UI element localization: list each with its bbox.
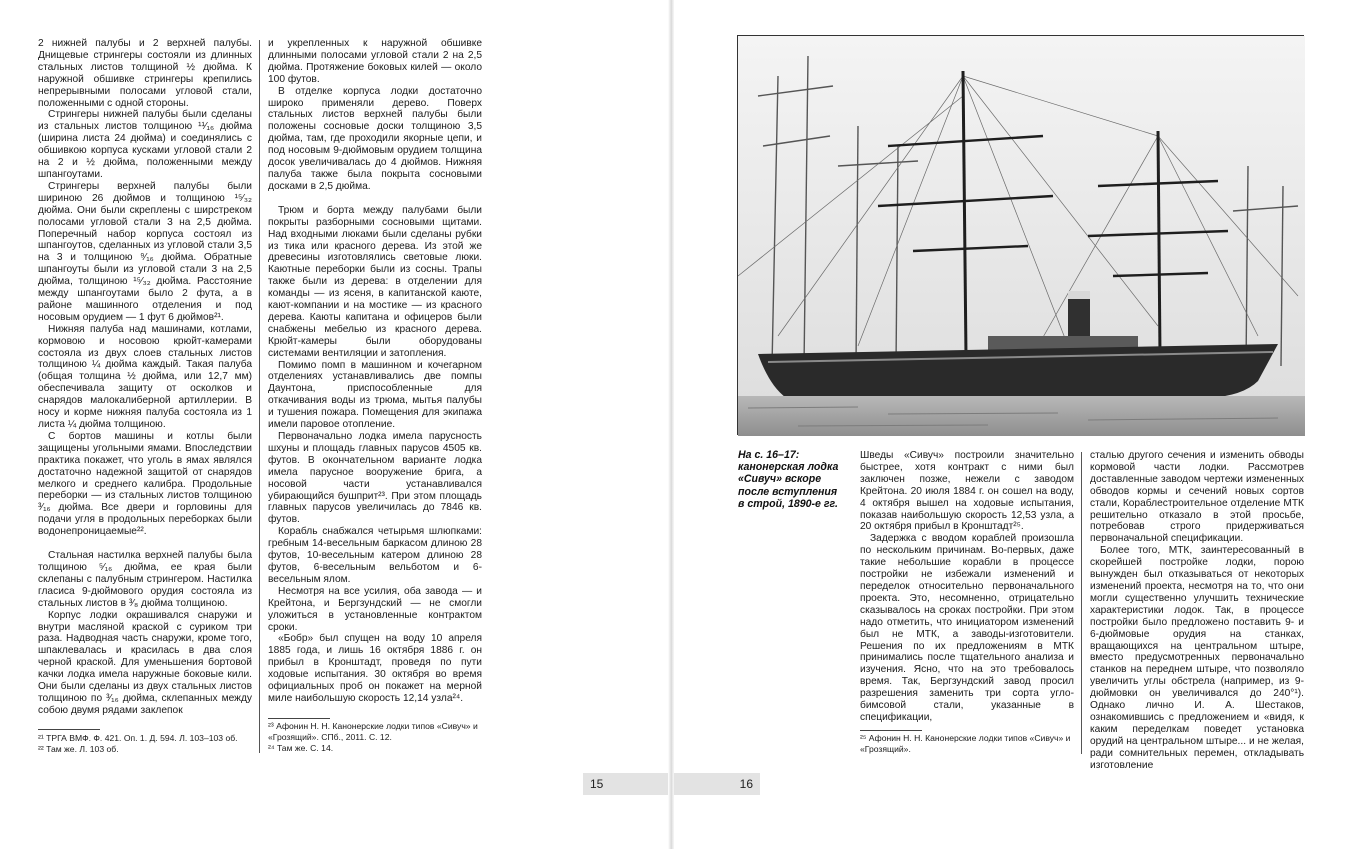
photo-caption: На с. 16–17: канонерская лодка «Сивуч» вскоре после вступления в строй, 1890-е гг. bbox=[738, 449, 839, 510]
funnel-band bbox=[1068, 291, 1090, 299]
paragraph: Первоначально лодка имела парусность шхуны и площадь главных парусов 4505 кв. футов. В окончательном варианте лодка имела парусное вооружение брига, а носовой части устанавливался убирающийся бушприт²³. При этом площадь главных парусов увеличилась до 7846 кв. футов. bbox=[268, 431, 482, 526]
footnote: ²⁴ Там же. С. 14. bbox=[268, 743, 334, 754]
right-column-divider bbox=[1081, 452, 1082, 754]
paragraph: В отделке корпуса лодки достаточно широко применяли дерево. Поверх стальных листов верхней палубы были положены сосновые доски толщиною 3,5 дюйма, там, где проходили якорные цепи, и под носовым 9-дюймовым орудием толщина досок увеличивалась до 4 дюймов. Нижняя палуба также была покрыта сосновыми досками в 2,5 дюйма. bbox=[268, 85, 482, 192]
ship-illustration bbox=[738, 36, 1305, 436]
paragraph: Нижняя палуба над машинами, котлами, кормовою и носовою крюйт-камерами состояла из двух слоев стальных листов толщиною ¼ дюйма каждый. Такая палуба (общая толщина ½ дюйма, или 12,7 мм) обеспечивала защиту от осколков и снарядов малокалиберной артиллерии. В носу и корме нижняя палуба состояла из 1 листа ¼ дюйма толщиною. bbox=[38, 323, 252, 430]
footnote: ²³ Афонин Н. Н. Канонерские лодки типов «Сивуч» и «Грозящий». СПб., 2011. С. 12. bbox=[268, 721, 478, 743]
paragraph: Несмотря на все усилия, оба завода — и Крейтона, и Бергзундский — не смогли уложиться в установленные контрактом сроки. bbox=[268, 585, 482, 633]
left-page-column-1 bbox=[38, 38, 252, 716]
ship-photograph bbox=[737, 35, 1304, 435]
paragraph: сталью другого сечения и изменить обводы кормовой части лодки. Рассмотрев доставленные заводом чертежи измененных обводов кормы и сечений новых сортов стали, Кораблестроительное отделение МТК решительно отказало в этой просьбе, потребовав строго придерживаться первоначальной спецификации. bbox=[1090, 450, 1304, 545]
paragraph: 2 нижней палубы и 2 верхней палубы. Днищевые стрингеры состояли из длинных стальных листов толщиной ½ дюйма. К наружной обшивке стрингеры крепились непрерывными полосами угловой стали, положенными с одной стороны. bbox=[38, 38, 252, 109]
paragraph: Задержка с вводом кораблей произошла по нескольким причинам. Во-первых, даже такие небольшие корабли в процессе постройки не избежали изменений и переделок относительно первоначального проекта. Это, несомненно, отрицательно сказывалось на сроках постройки. При этом надо отметить, что инициатором изменений был не МТК, а заводы-изготовители. Решения по их предложениям в МТК принимались после тщательного анализа и изучения. Ясно, что на это требовалось время. Так, Бергзундский завод просил разрешения заменить три сорта угло-бимсовой стали, указанные в спецификации, bbox=[860, 533, 1074, 723]
footnote: ²¹ ТРГА ВМФ. Ф. 421. Оп. 1. Д. 594. Л. 103–103 об. bbox=[38, 733, 238, 743]
paragraph: Стрингеры нижней палубы были сделаны из стальных листов толщиною ¹¹⁄₁₆ дюйма (ширина листа 24 дюйма) и соединялись с обшивкою корпуса кусками угловой стали 2 на 2 и ½ дюйма, положенными между шпангоутами. bbox=[38, 109, 252, 180]
page-number-left: 15 bbox=[583, 773, 669, 795]
footnote: ²⁵ Афонин Н. Н. Канонерские лодки типов «Сивуч» и «Грозящий». bbox=[860, 733, 1071, 755]
paragraph: Более того, МТК, заинтересованный в скорейшей постройке лодки, порою вынужден был отказываться от некоторых изменений проекта, несмотря на то, что они могли существенно улучшить технические характеристики лодок. Так, в процессе постройки было предложено поставить 9- и 6-дюймовые орудия на станках, вращающихся на центральном штыре, вместо предусмотренных первоначально станков на переднем штыре, что позволяло увеличить углы обстрела (например, из 9-дюймовки он увеличивался до 240°¹). Однако лично И. А. Шестаков, ознакомившись с предложением и «видя, к каким переделкам поведет установка орудий на центральном штыре... и не желая, ради сомнительных перемен, откладывать изготовление bbox=[1090, 545, 1304, 771]
paragraph: «Бобр» был спущен на воду 10 апреля 1885 года, и лишь 16 октября 1886 г. он прибыл в Кронштадт, проведя по пути ходовые испытания. 30 октября во время официальных проб он покажет на мерной миле наибольшую скорость 12,14 узла²⁴. bbox=[268, 633, 482, 704]
left-page-column-2 bbox=[268, 38, 482, 704]
right-page-column-1 bbox=[860, 450, 1074, 723]
paragraph: Корабль снабжался четырьмя шлюпками: гребным 14-весельным баркасом длиною 28 футов, 10-весельным катером длиною 28 футов, 6-весельным вельботом и 6-весельным ялом. bbox=[268, 526, 482, 585]
right-footnotes-column-1 bbox=[860, 733, 1074, 755]
paragraph: Стрингеры верхней палубы были шириною 26 дюймов и толщиною ¹⁵⁄₃₂ дюйма. Они были скреплены с ширстреком полосами угловой стали 3 на 2,5 дюйма. Поперечный набор корпуса состоял из шпангоутов, сделанных из угловой стали 3,5 на 3 и толщиною ⁹⁄₁₆ дюйма. Обратные шпангоуты были из угловой стали 3 на 2,5 дюйма, толщиною ¹⁵⁄₃₂ дюйма. Расстояние между шпангоутами было 2 фута, а в районе машинного отделения и под носовым орудием — 1 фут 6 дюймов²¹. bbox=[38, 180, 252, 323]
left-footnotes-column-1 bbox=[38, 733, 254, 755]
page-number-right bbox=[674, 773, 760, 795]
right-page-column-2 bbox=[1090, 450, 1304, 771]
left-column-divider bbox=[259, 40, 260, 753]
paragraph: Стальная настилка верхней палубы была толщиною ⁵⁄₁₆ дюйма, ее края были склепаны с палубным стрингером. Настилка гласиса 9-дюймового орудия состояла из стальных листов в ³⁄₈ дюйма толщиною. bbox=[38, 550, 252, 609]
left-page bbox=[0, 0, 670, 849]
photo-water bbox=[738, 396, 1305, 436]
paragraph: Трюм и борта между палубами были покрыты разборными сосновыми щитами. Над входными люками были сделаны рубки из тика или красного дерева. Из этой же древесины изготовлялись световые люки. Каютные переборки были из сосны. Трапы также были из дерева: в отделении для команды — из ясеня, в капитанской каюте, кают-компании и на мостике — из красного дерева. Каюты капитана и офицеров были снабжены мебелью из красного дерева. Крюйт-камеры были оборудованы системами вентиляции и затопления. bbox=[268, 204, 482, 359]
paragraph: С бортов машины и котлы были защищены угольными ямами. Впоследствии практика покажет, что уголь в ямах являлся достаточно надежной защитой от снарядов мелкого и среднего калибра. Продольные переборки — из стальных листов толщиною ³⁄₁₆ дюйма. Все двери и горловины для подачи угля в продольных переборках были водонепроницаемые²². bbox=[38, 430, 252, 538]
footnote: ²² Там же. Л. 103 об. bbox=[38, 744, 119, 755]
paragraph: Помимо помп в машинном и кочегарном отделениях устанавливались две помпы Даунтона, приспособленные для откачивания воды из трюма, мытья палубы и тушения пожара. Помещения для экипажа имели паровое отопление. bbox=[268, 359, 482, 431]
paragraph: и укрепленных к наружной обшивке длинными полосами угловой стали 2 на 2,5 дюйма. Протяжение боковых килей — около 100 футов. bbox=[268, 38, 482, 85]
footnote-rule bbox=[268, 718, 330, 719]
footnote-rule bbox=[38, 729, 100, 730]
paragraph: Шведы «Сивуч» построили значительно быстрее, хотя контракт с ними был заключен позже, нежели с заводом Крейтона. 20 июля 1884 г. он сошел на воду, 4 октября вышел на ходовые испытания, показав наибольшую скорость 12,53 узла, а 20 октября прибыл в Кронштадт²⁵. bbox=[860, 450, 1074, 533]
page-number-right-label: 16 bbox=[739, 777, 753, 791]
paragraph: Корпус лодки окрашивался снаружи и внутри масляной краской с суриком три раза. Надводная часть снаружи, кроме того, шпаклевалась и красилась в два слоя черной краской. Для уменьшения бортовой качки лодка имела наружные боковые кили. Они были сделаны из двух стальных листов толщиною по ³⁄₁₆ дюйма, склепанных между собою двумя рядами заклепок bbox=[38, 609, 252, 716]
left-footnotes-column-2 bbox=[268, 721, 482, 755]
footnote-rule bbox=[860, 730, 922, 731]
